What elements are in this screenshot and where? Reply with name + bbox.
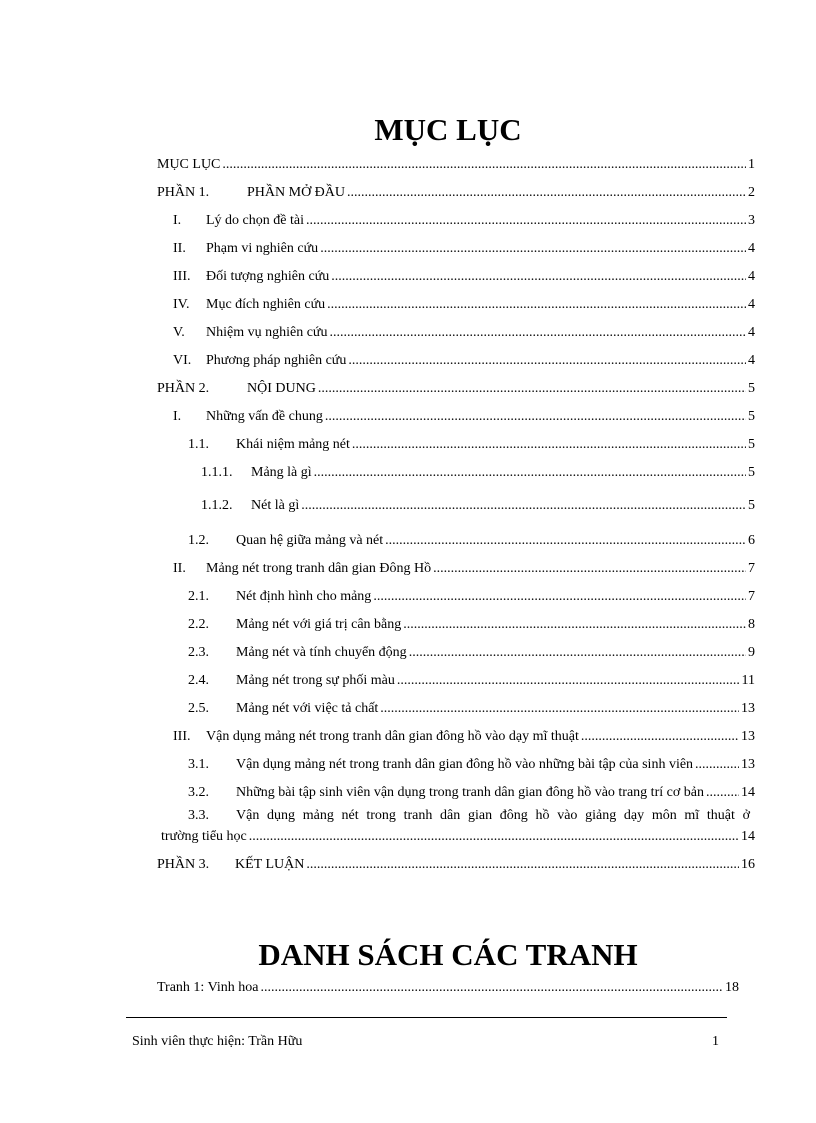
toc-entry-number: 1.1.1.: [201, 465, 233, 480]
toc-entry-page: 13: [741, 729, 755, 744]
toc-entry-label: Những bài tập sinh viên vận dụng trong tranh dân gian đông hồ vào trang trí cơ bản: [236, 785, 704, 800]
toc-entry-number: 2.5.: [188, 701, 209, 716]
toc-entry-number: 2.4.: [188, 673, 209, 688]
toc-leader-dots: [380, 701, 739, 717]
toc-title: MỤC LỤC: [374, 112, 522, 147]
toc-entry-label: Vận dụng mảng nét trong tranh dân gian đông hồ vào những bài tập của sinh viên: [236, 757, 694, 772]
toc-entry-number: V.: [173, 325, 185, 340]
toc-entry-page: 5: [748, 498, 755, 513]
toc-entry-page: 11: [741, 673, 755, 688]
toc-entry-page: 4: [748, 325, 755, 340]
toc-entry-number: I.: [173, 409, 182, 424]
toc-entry[interactable]: [157, 381, 755, 397]
toc-entry[interactable]: [188, 701, 755, 717]
toc-entry-label: MỤC LỤC: [157, 157, 221, 172]
figure-entry-page: 18: [725, 980, 739, 995]
toc-entry[interactable]: [173, 561, 755, 577]
toc-entry[interactable]: [201, 465, 755, 481]
footer-page-number: 1: [712, 1034, 719, 1049]
toc-entry-page: 16: [741, 857, 755, 872]
toc-entry-page: 5: [748, 465, 755, 480]
toc-leader-dots: [301, 498, 746, 514]
toc-entry-number: 1.1.: [188, 437, 209, 452]
toc-entry[interactable]: [188, 645, 755, 661]
footer-divider: [126, 1017, 727, 1018]
toc-entry-label: Nhiệm vụ nghiên cứu: [206, 325, 328, 340]
toc-entry-number: 3.2.: [188, 785, 209, 800]
toc-leader-dots: [330, 325, 746, 341]
toc-entry-label: KẾT LUẬN: [235, 857, 305, 872]
toc-entry-number: 1.1.2.: [201, 498, 233, 513]
toc-entry-label: Mảng nét với việc tả chất: [236, 701, 379, 716]
toc-entry-number: 2.3.: [188, 645, 209, 660]
toc-entry[interactable]: [173, 409, 755, 425]
toc-leader-dots: [347, 185, 746, 201]
toc-entry-number: IV.: [173, 297, 190, 312]
toc-entry-page: 8: [748, 617, 755, 632]
toc-entry-label: Khái niệm mảng nét: [236, 437, 350, 452]
toc-leader-dots: [695, 757, 739, 773]
toc-entry-number: II.: [173, 241, 186, 256]
toc-entry-page: 14: [741, 829, 755, 844]
toc-leader-dots: [325, 409, 746, 425]
toc-entry-page: 13: [741, 701, 755, 716]
toc-entry-label: Vận dụng mảng nét trong tranh dân gian đông hồ vào giảng dạy môn mĩ thuật ở: [236, 808, 750, 823]
toc-entry-page: 14: [741, 785, 755, 800]
toc-leader-dots: [433, 561, 746, 577]
toc-entry-label: Mảng nét trong sự phối màu: [236, 673, 395, 688]
toc-entry-label: Đối tượng nghiên cứu: [206, 269, 330, 284]
toc-leader-dots: [409, 645, 746, 661]
toc-entry-label: Nét định hình cho mảng: [236, 589, 372, 604]
toc-entry-number: PHẦN 1.: [157, 185, 210, 200]
toc-entry-page: 4: [748, 353, 755, 368]
toc-entry[interactable]: [173, 241, 755, 257]
toc-entry-label: Mảng nét với giá trị cân bằng: [236, 617, 402, 632]
toc-leader-dots: [581, 729, 739, 745]
toc-entry-label: Mảng nét trong tranh dân gian Đông Hồ: [206, 561, 432, 576]
toc-entry-label: Nét là gì: [251, 498, 300, 513]
figure-entry-label: Tranh 1: Vinh hoa: [157, 980, 259, 995]
toc-entry-label: Mảng nét và tính chuyển động: [236, 645, 407, 660]
toc-entry-number: 2.2.: [188, 617, 209, 632]
toc-entry-number: VI.: [173, 353, 192, 368]
toc-entry-page: 4: [748, 269, 755, 284]
toc-entry-label: Vận dụng mảng nét trong tranh dân gian đông hồ vào dạy mĩ thuật: [206, 729, 579, 744]
toc-leader-dots: [397, 673, 740, 689]
toc-entry-label: Lý do chọn đề tài: [206, 213, 304, 228]
figure-leader-dots: [260, 980, 723, 996]
toc-entry-number: PHẦN 3.: [157, 857, 210, 872]
toc-entry-page: 4: [748, 297, 755, 312]
toc-entry[interactable]: [188, 589, 755, 605]
toc-entry[interactable]: [173, 353, 755, 369]
toc-entry-page: 1: [748, 157, 755, 172]
toc-entry-number: 2.1.: [188, 589, 209, 604]
toc-entry-number: 3.3.: [188, 808, 209, 823]
toc-entry-page: 9: [748, 645, 755, 660]
toc-entry[interactable]: [188, 533, 755, 549]
toc-entry-page: 5: [748, 381, 755, 396]
toc-entry-page: 3: [748, 213, 755, 228]
toc-entry-page: 6: [748, 533, 755, 548]
toc-entry-label: Những vấn đề chung: [206, 409, 323, 424]
toc-entry-label: Phạm vi nghiên cứu: [206, 241, 319, 256]
toc-entry-page: 5: [748, 437, 755, 452]
toc-entry[interactable]: [173, 729, 755, 745]
toc-entry-number: III.: [173, 729, 191, 744]
toc-entry[interactable]: [188, 673, 755, 689]
toc-entry[interactable]: [188, 757, 755, 773]
figure-entry[interactable]: [157, 980, 739, 996]
toc-entry[interactable]: [173, 325, 755, 341]
toc-entry-page: 7: [748, 589, 755, 604]
toc-leader-dots: [385, 533, 746, 549]
toc-leader-dots: [306, 857, 739, 873]
toc-entry-continuation[interactable]: [161, 829, 755, 845]
toc-entry[interactable]: [173, 297, 755, 313]
toc-entry-page: 7: [748, 561, 755, 576]
toc-entry[interactable]: [157, 857, 755, 873]
toc-entry-page: 2: [748, 185, 755, 200]
figures-list-title: DANH SÁCH CÁC TRANH: [258, 937, 638, 972]
toc-leader-dots: [306, 213, 746, 229]
toc-entry-label: Phương pháp nghiên cứu: [206, 353, 347, 368]
toc-entry-first-line[interactable]: [188, 808, 750, 824]
toc-leader-dots: [222, 157, 746, 173]
toc-leader-dots: [403, 617, 746, 633]
toc-leader-dots: [320, 241, 746, 257]
toc-entry-label: Quan hệ giữa mảng và nét: [236, 533, 384, 548]
toc-entry[interactable]: [188, 785, 755, 801]
toc-leader-dots: [348, 353, 746, 369]
toc-entry-label: Mảng là gì: [251, 465, 312, 480]
toc-entry-page: 13: [741, 757, 755, 772]
toc-entry-page: 4: [748, 241, 755, 256]
toc-entry-label-continued: trường tiểu học: [161, 829, 247, 844]
toc-leader-dots: [318, 381, 746, 397]
toc-leader-dots: [314, 465, 746, 481]
toc-entry[interactable]: [188, 437, 755, 453]
toc-entry-page: 5: [748, 409, 755, 424]
toc-entry[interactable]: [157, 157, 755, 173]
toc-leader-dots: [331, 269, 746, 285]
toc-entry[interactable]: [173, 269, 755, 285]
toc-entry[interactable]: [201, 498, 755, 514]
footer-author: Sinh viên thực hiện: Trần Hữu: [132, 1034, 303, 1049]
toc-leader-dots: [327, 297, 746, 313]
toc-entry-number: 3.1.: [188, 757, 209, 772]
toc-entry-label: NỘI DUNG: [247, 381, 316, 396]
toc-entry-number: 1.2.: [188, 533, 209, 548]
toc-entry[interactable]: [188, 617, 755, 633]
toc-entry[interactable]: [157, 185, 755, 201]
toc-leader-dots: [706, 785, 739, 801]
toc-entry-number: III.: [173, 269, 191, 284]
toc-entry-number: I.: [173, 213, 182, 228]
toc-entry-label: Mục đích nghiên cứu: [206, 297, 326, 312]
toc-entry-label: PHẦN MỞ ĐẦU: [247, 185, 346, 200]
toc-leader-dots: [373, 589, 746, 605]
toc-entry-number: II.: [173, 561, 186, 576]
toc-entry[interactable]: [173, 213, 755, 229]
toc-leader-dots: [352, 437, 746, 453]
toc-entry-number: PHẦN 2.: [157, 381, 210, 396]
toc-leader-dots: [249, 829, 739, 845]
